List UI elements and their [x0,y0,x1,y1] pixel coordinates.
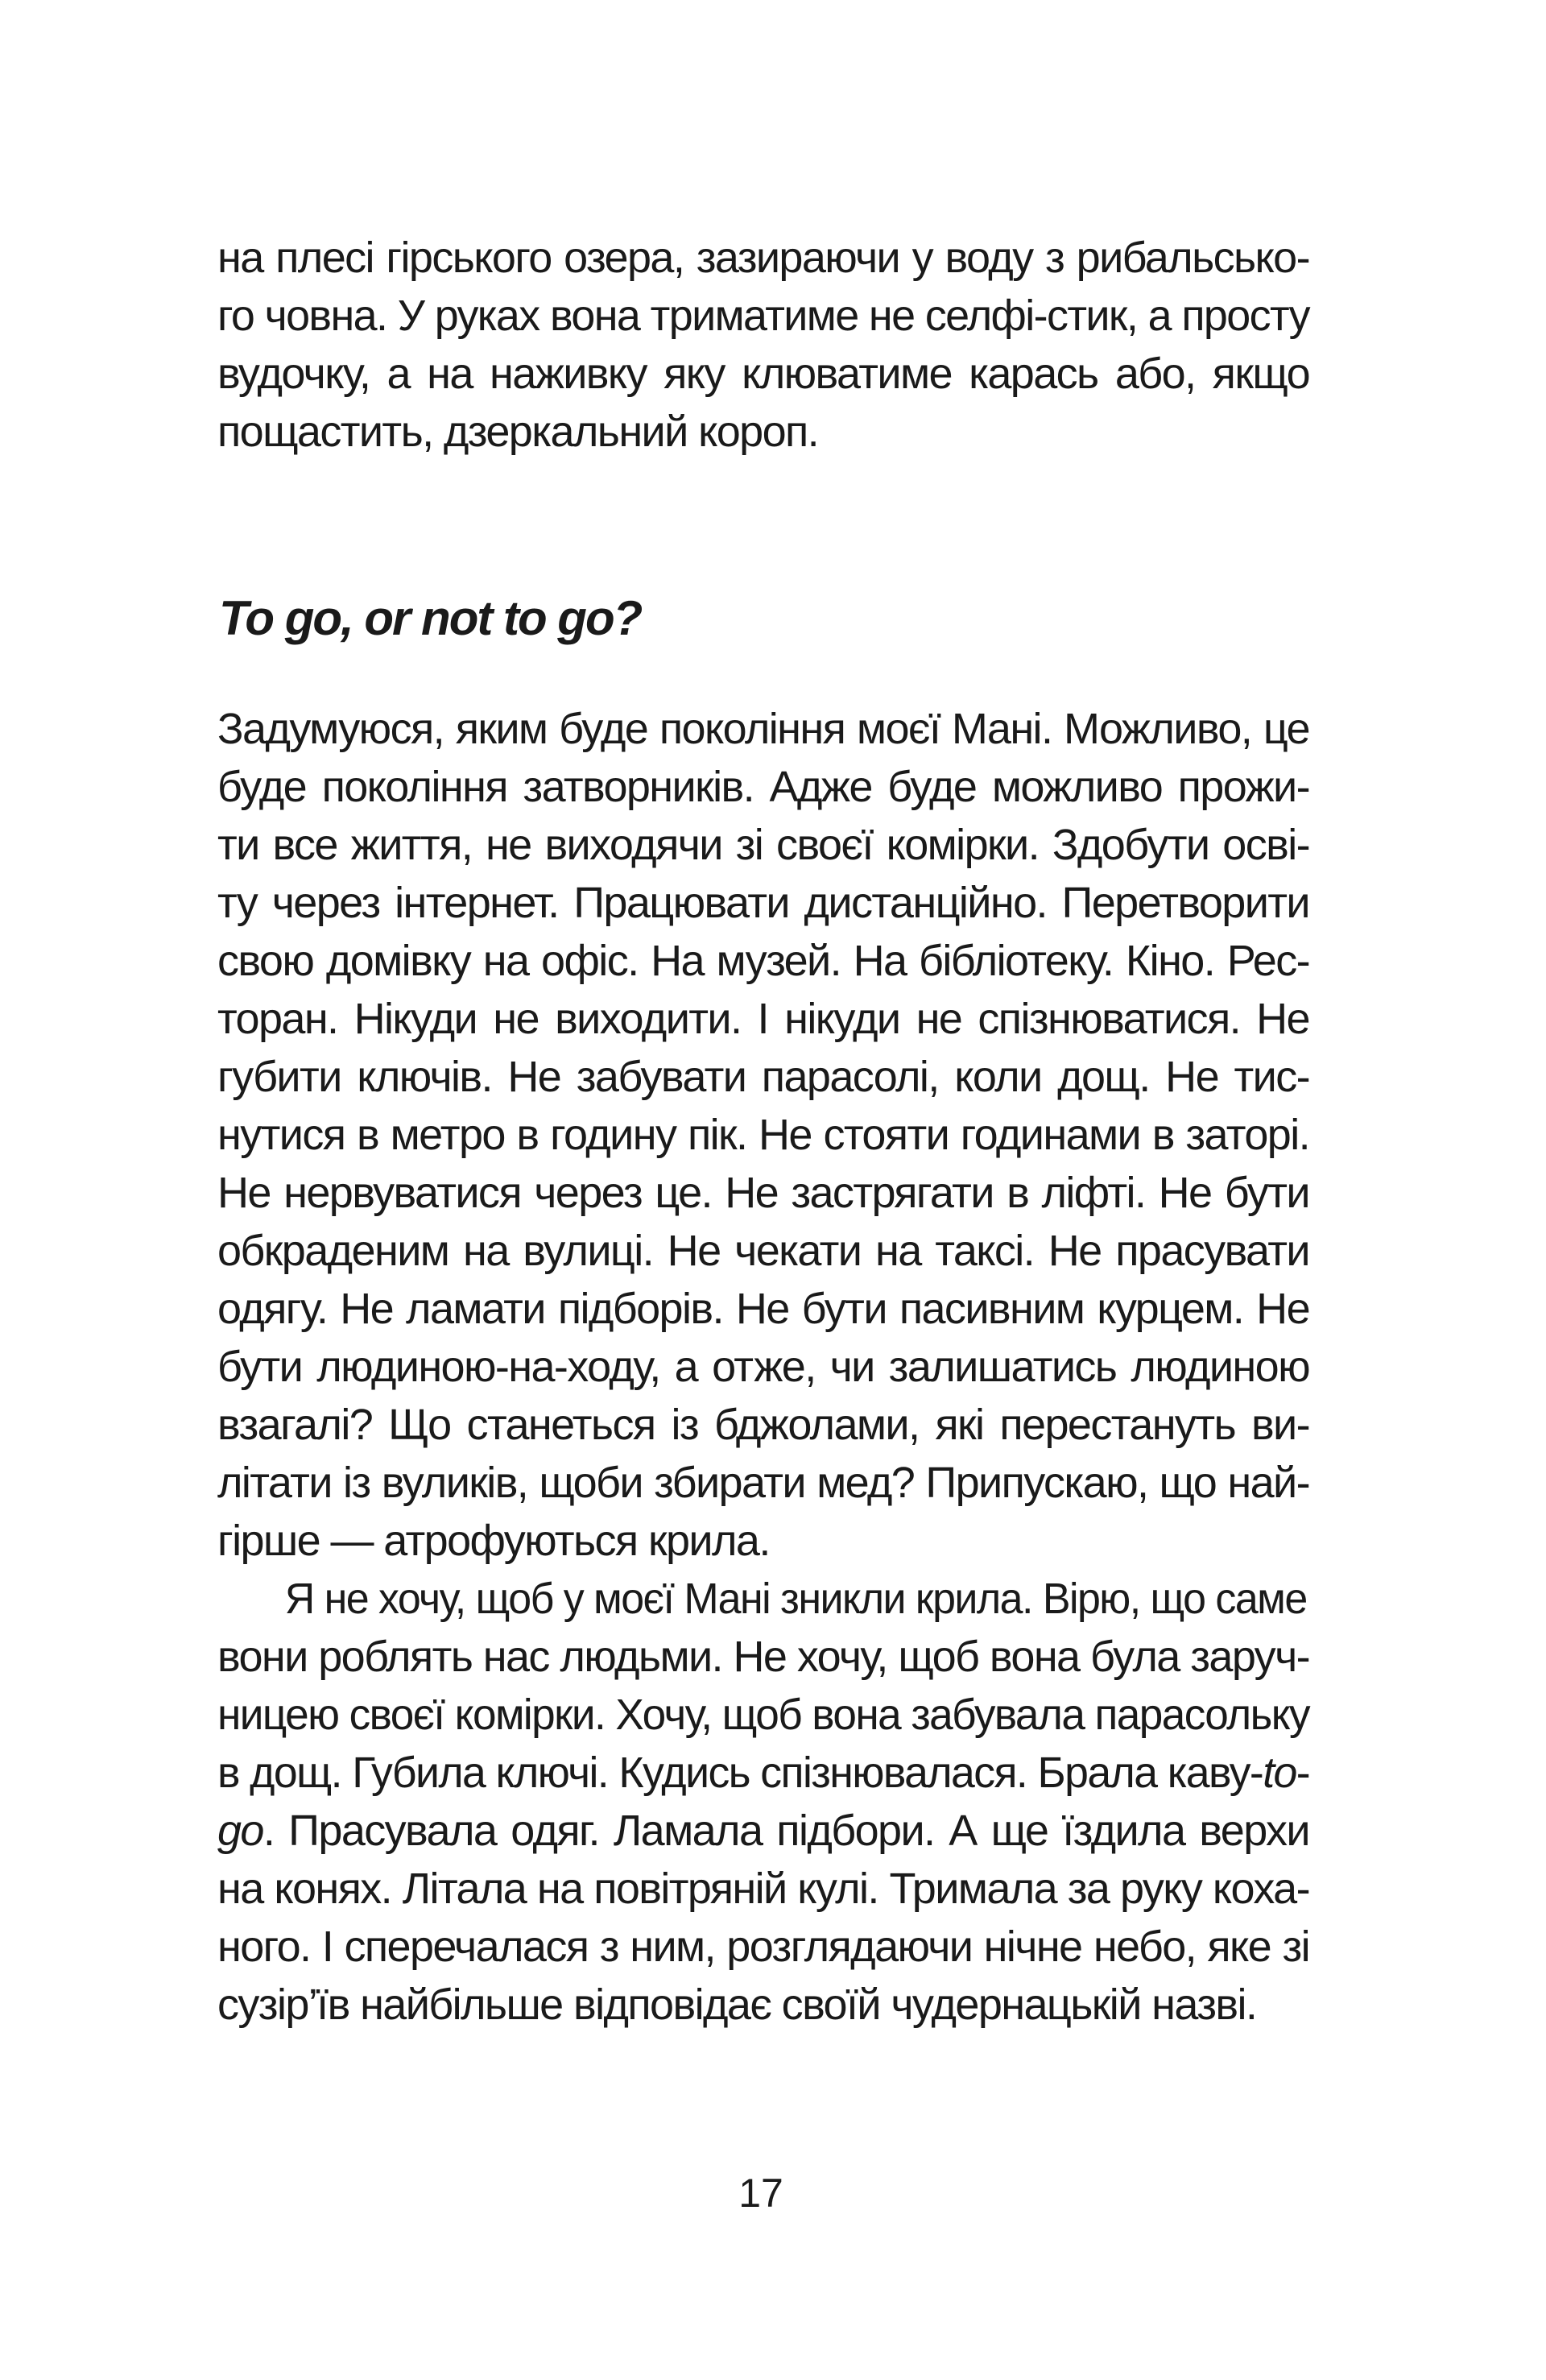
text-line: вудочку, а на наживку яку клюватиме карась або, якщо [217,350,1309,398]
text-line: ницею своєї комірки. Хочу, щоб вона забувала парасольку [217,1691,1309,1739]
text-line: вони роблять нас людьми. Не хочу, щоб вона була заруч- [217,1633,1309,1681]
text-line: обкраденим на вулиці. Не чекати на таксі. Не прасувати [217,1227,1309,1275]
text-line: ного. І сперечалася з ним, розглядаючи нічне небо, яке зі [217,1923,1309,1971]
text-line: ту через інтернет. Працювати дистанційно. Перетворити [217,879,1309,927]
text-line: губити ключів. Не забувати парасолі, коли дощ. Не тис- [217,1053,1309,1101]
text-line: взагалі? Що станеться із бджолами, які перестануть ви- [217,1401,1309,1449]
hyphen: - [1296,1749,1309,1797]
line-text: . Прасувала одяг. Ламала підбори. А ще їздила верхи [262,1807,1309,1855]
italic-word: go [217,1807,263,1855]
text-line: торан. Нікуди не виходити. І нікуди не спізнюватися. Не [217,995,1309,1043]
text-line: буде покоління затворників. Адже буде можливо прожи- [217,763,1309,811]
line-text: в дощ. Губила ключі. Кудись спізнювалася. Брала каву- [217,1749,1263,1797]
text-line: пощастить, дзеркальний короп. [217,408,819,456]
section-heading: To go, or not to go? [219,591,642,645]
italic-word: to [1263,1749,1296,1797]
intro-text-block [217,229,1309,461]
text-line: на конях. Літала на повітряній кулі. Тримала за руку коха- [217,1865,1309,1913]
paragraph-1 [217,700,1309,2034]
text-line: Я не хочу, щоб у моєї Мані зникли крила. Вірю, що саме [284,1575,1307,1623]
text-line: гірше — атрофуються крила. [217,1517,770,1565]
text-line: Задумуюся, яким буде покоління моєї Мані. Можливо, це [217,705,1309,753]
text-line: на плесі гірського озера, зазираючи у воду з рибальсько- [217,234,1309,282]
page-number: 17 [738,2171,783,2216]
text-line: ти все життя, не виходячи зі своєї комірки. Здобути осві- [217,821,1309,869]
text-line: го човна. У руках вона триматиме не селфі-стик, а просту [217,292,1309,340]
text-line: Не нервуватися через це. Не застрягати в ліфті. Не бути [217,1169,1309,1217]
text-line: бути людиною-на-ходу, а отже, чи залишатись людиною [217,1343,1309,1391]
text-line: літати із вуликів, щоби збирати мед? Припускаю, що най- [217,1459,1309,1507]
text-line [217,1744,1309,1802]
text-line [217,1802,1309,1860]
text-line: нутися в метро в годину пік. Не стояти годинами в заторі. [217,1111,1309,1159]
text-line: сузір’їв найбільше відповідає своїй чудернацькій назві. [217,1981,1257,2029]
text-line: одягу. Не ламати підборів. Не бути пасивним курцем. Не [217,1285,1309,1333]
text-line: свою домівку на офіс. На музей. На бібліотеку. Кіно. Рес- [217,937,1309,985]
